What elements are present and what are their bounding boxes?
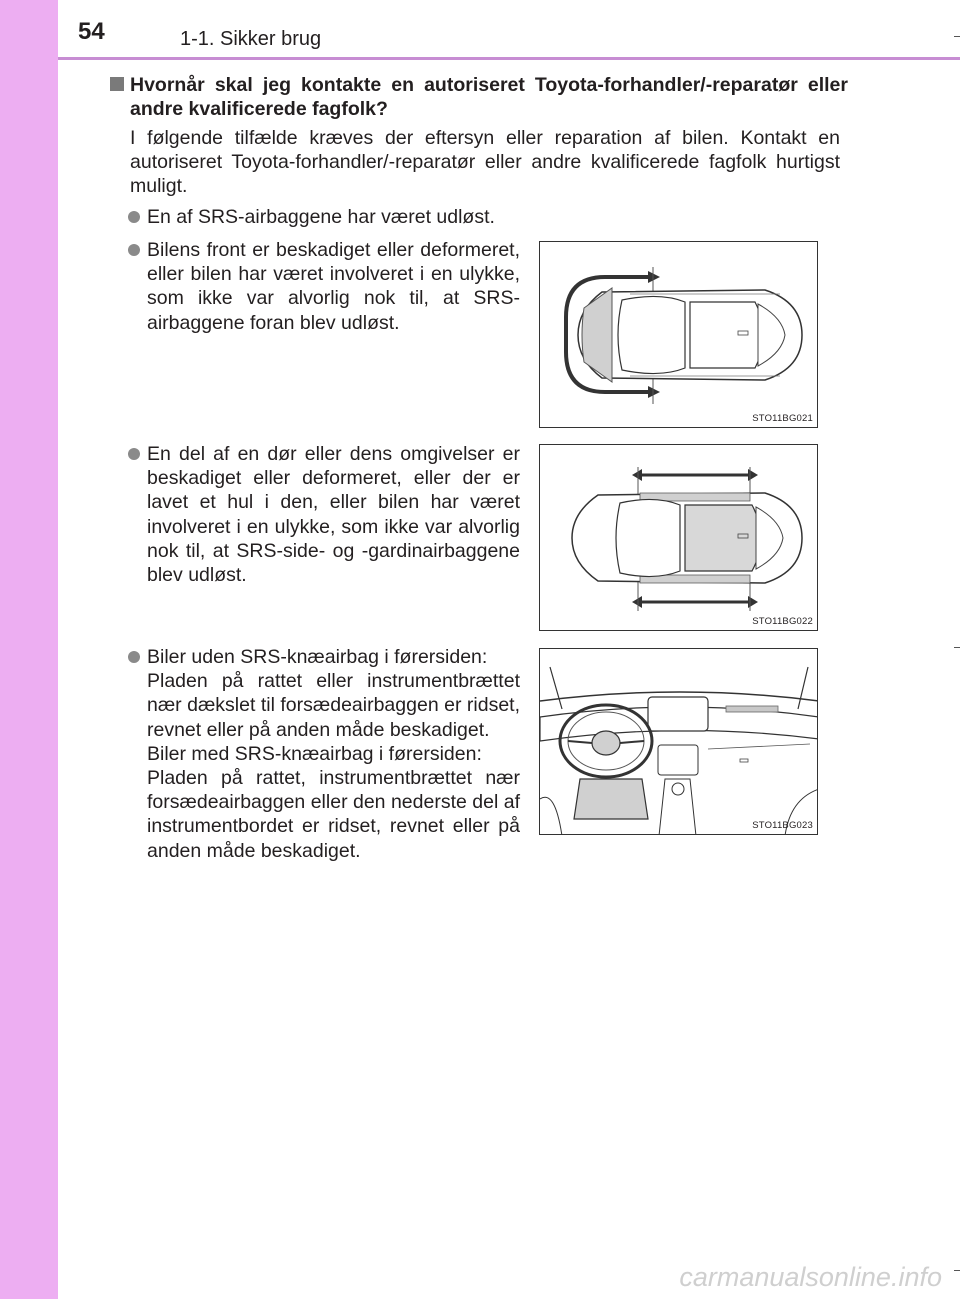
question-heading	[108, 73, 848, 121]
list-item-text	[147, 645, 520, 863]
figure-code: STO11BG021	[752, 413, 813, 424]
list-item	[128, 238, 520, 335]
figure-side-damage	[539, 444, 818, 631]
figure-code: STO11BG023	[752, 820, 813, 831]
intro-paragraph: I følgende tilfælde kræves der eftersyn eller reparation af bilen. Kontakt en autoriseret Toyota-forhandler/-reparatør eller andre kvalificerede fagfolk hurtigst muligt.	[130, 127, 840, 197]
round-bullet-icon	[128, 244, 140, 256]
page-number: 54	[78, 18, 105, 45]
crop-mark	[954, 647, 960, 648]
square-bullet-icon	[110, 77, 124, 91]
list-item	[128, 205, 528, 229]
condition-label: Biler uden SRS-knæairbag i førersiden:	[147, 646, 488, 668]
watermark: carmanualsonline.info	[679, 1262, 942, 1292]
round-bullet-icon	[128, 651, 140, 663]
round-bullet-icon	[128, 211, 140, 223]
figure-front-damage	[539, 241, 818, 428]
question-title: Hvornår skal jeg kontakte en autoriseret Toyota-forhandler/-reparatør eller andre kvalificerede fagfolk?	[130, 74, 848, 120]
list-item	[128, 645, 520, 863]
list-item-text: En af SRS-airbaggene har været udløst.	[147, 206, 495, 228]
round-bullet-icon	[128, 448, 140, 460]
list-item-text: En del af en dør eller dens omgivelser er beskadiget eller deformeret, eller der er lavet et hul i den, eller bilen har været involveret i en ulykke, som ikke var alvorlig nok til, at SRS-side- og -gardinairbaggene blev udløst.	[147, 443, 520, 587]
list-item-text: Bilens front er beskadiget eller deformeret, eller bilen har været involveret i en ulykke, som ikke var alvorlig nok til, at SRS-airbaggene foran blev udløst.	[147, 239, 520, 334]
figure-code: STO11BG022	[752, 616, 813, 627]
car-top-view-illustration	[540, 242, 818, 428]
dashboard-illustration	[540, 649, 818, 835]
list-item	[128, 442, 520, 587]
side-tab-strip	[0, 0, 58, 1299]
crop-mark	[954, 36, 960, 37]
car-top-view-illustration	[540, 445, 818, 631]
crop-mark	[954, 1270, 960, 1271]
header-rule	[58, 57, 960, 60]
section-title: 1-1. Sikker brug	[180, 28, 322, 50]
condition-text: Pladen på rattet eller instrumentbrættet nær dækslet til forsædeairbaggen er ridset, revnet eller på anden måde beskadiget.	[147, 670, 520, 741]
figure-dashboard	[539, 648, 818, 835]
condition-label: Biler med SRS-knæairbag i førersiden:	[147, 742, 482, 765]
condition-text: Pladen på rattet, instrumentbrættet nær forsædeairbaggen eller den nederste del af instrumentbordet er ridset, revnet eller på anden måde beskadiget.	[147, 767, 520, 862]
